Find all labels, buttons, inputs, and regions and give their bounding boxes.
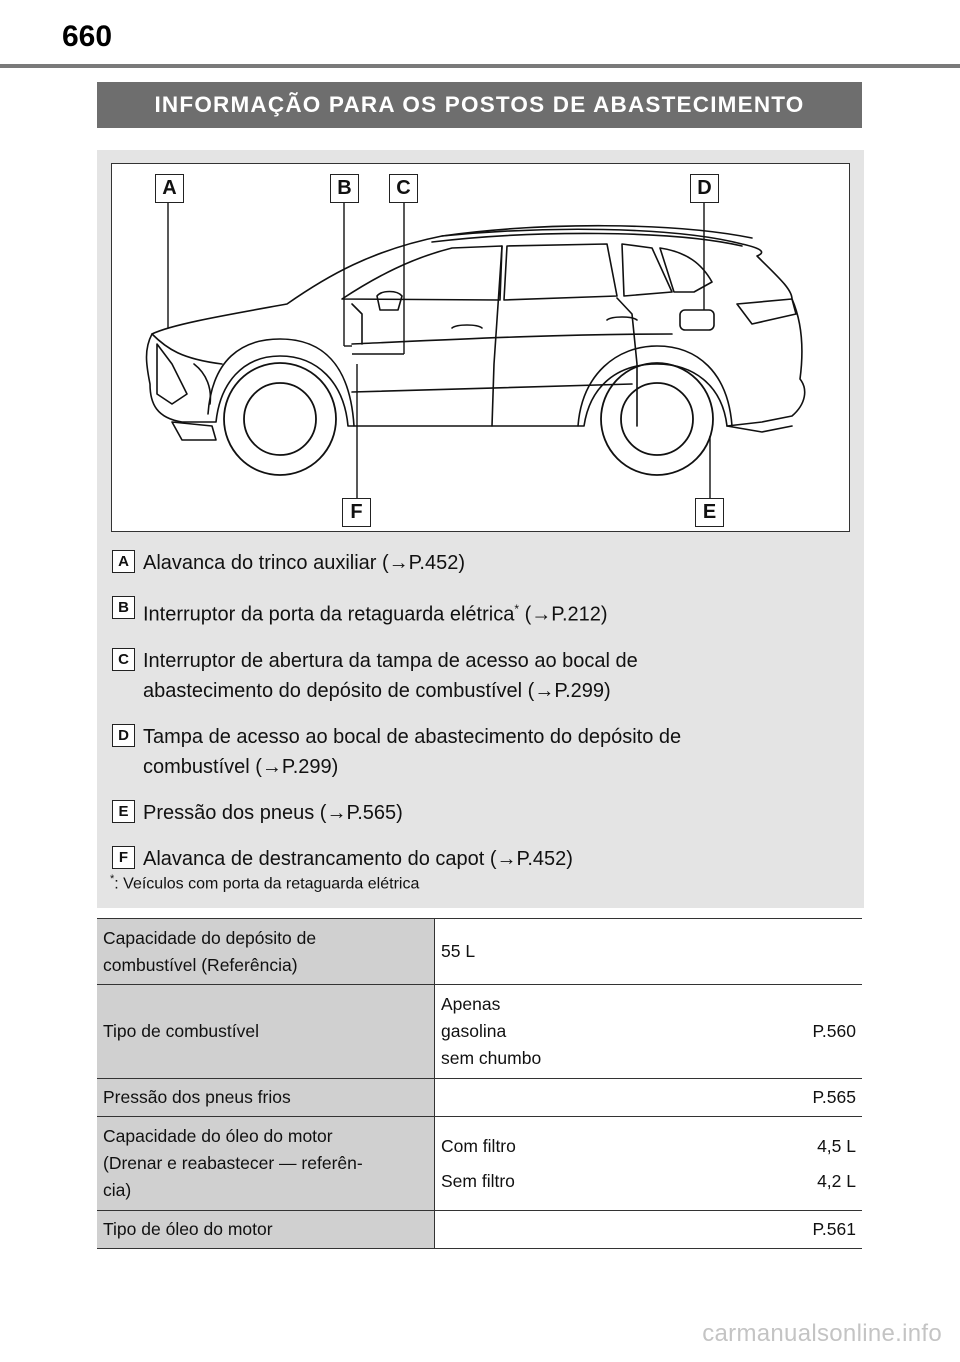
page-ref: P.565 (812, 1087, 856, 1107)
oil-with-filter (441, 1133, 856, 1160)
header-rule (0, 64, 960, 68)
legend-item-d (112, 722, 852, 782)
row-value (435, 1079, 863, 1117)
value-text: gasolina (441, 1021, 507, 1041)
callout-b: B (330, 174, 359, 203)
value-text: 55 L (441, 941, 476, 961)
legend-text-ref: (→P.212) (519, 603, 608, 626)
page-number: 660 (62, 20, 113, 53)
page-ref: P.560 (812, 1021, 856, 1041)
legend-item-f (112, 844, 852, 874)
callout-e: E (695, 498, 724, 527)
oil-without-filter (441, 1168, 856, 1195)
legend-badge: F (112, 846, 135, 869)
legend-text: Pressão dos pneus (→P.565) (143, 801, 403, 824)
legend-text: Alavanca de destrancamento do capot (→P.452) (143, 847, 573, 870)
legend-badge: A (112, 550, 135, 573)
value-line-with-ref (441, 1018, 856, 1045)
row-value (435, 985, 863, 1079)
footnote (110, 873, 419, 893)
label-line: combustível (Referência) (103, 954, 298, 975)
value-text: Sem filtro (441, 1170, 515, 1191)
legend-badge: C (112, 648, 135, 671)
vehicle-diagram (111, 163, 850, 532)
row-value (435, 1211, 863, 1249)
label-line: (Drenar e reabastecer — referên- (103, 1153, 363, 1173)
legend-item-b (112, 594, 852, 630)
table-row (97, 1079, 862, 1117)
section-title: INFORMAÇÃO PARA OS POSTOS DE ABASTECIMENTO (97, 82, 862, 128)
footnote-text: : Veículos com porta da retaguarda elétrica (114, 875, 420, 893)
legend-badge: B (112, 596, 135, 619)
value-amount: 4,5 L (817, 1135, 856, 1156)
footnote-marker: * (514, 602, 520, 616)
spec-table (97, 918, 862, 1249)
legend-item-a (112, 548, 852, 578)
row-label (97, 919, 435, 985)
callout-f: F (342, 498, 371, 527)
legend-badge: D (112, 724, 135, 747)
table-row (97, 919, 862, 985)
value-text: Com filtro (441, 1135, 516, 1156)
value-line: sem chumbo (441, 1048, 542, 1068)
value-amount: 4,2 L (817, 1170, 856, 1191)
legend-badge: E (112, 800, 135, 823)
value-line: Apenas (441, 994, 501, 1014)
label-line: Capacidade do óleo do motor (103, 1126, 333, 1146)
row-label (97, 1117, 435, 1211)
label-line: Capacidade do depósito de (103, 927, 317, 948)
callout-c: C (389, 174, 418, 203)
legend-list (112, 548, 852, 874)
legend-text: Alavanca do trinco auxiliar (→P.452) (143, 552, 466, 574)
row-value (435, 1117, 863, 1211)
callout-a: A (155, 174, 184, 203)
table-row (97, 985, 862, 1079)
page-ref: P.561 (812, 1219, 856, 1239)
row-label: Pressão dos pneus frios (97, 1079, 435, 1117)
legend-text: Interruptor de abertura da tampa de acesso ao bocal de (143, 649, 638, 672)
footnote-mark: * (110, 873, 115, 885)
legend-text-line2: combustível (→P.299) (143, 755, 339, 778)
table-row (97, 1211, 862, 1249)
table-row (97, 1117, 862, 1211)
legend-text-line2: abastecimento do depósito de combustível (→P.299) (143, 679, 611, 702)
row-label: Tipo de combustível (97, 985, 435, 1079)
legend-text: Interruptor da porta da retaguarda elétrica (143, 603, 515, 626)
label-line: cia) (103, 1180, 132, 1200)
legend-item-e (112, 798, 852, 828)
legend-item-c (112, 646, 852, 706)
legend-text: Tampa de acesso ao bocal de abastecimento do depósito de (143, 725, 682, 748)
row-label: Tipo de óleo do motor (97, 1211, 435, 1249)
vehicle-side-view-illustration (112, 164, 848, 530)
row-value (435, 919, 863, 985)
watermark: carmanualsonline.info (702, 1320, 942, 1347)
callout-d: D (690, 174, 719, 203)
